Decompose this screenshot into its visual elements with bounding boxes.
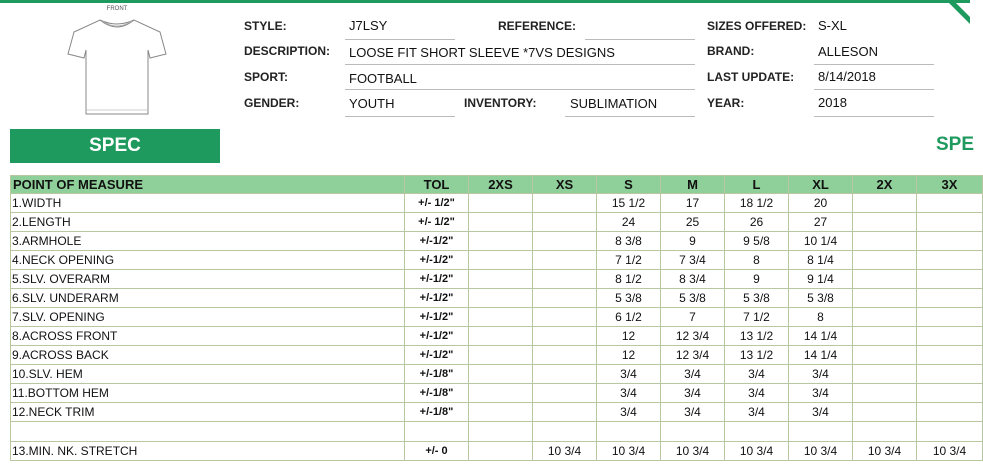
size-value-cell — [917, 289, 983, 308]
measure-name-cell: 8.ACROSS FRONT — [11, 327, 405, 346]
size-value-cell: 10 3/4 — [661, 442, 725, 461]
size-value-cell — [725, 422, 789, 442]
size-value-cell: 3/4 — [661, 384, 725, 403]
size-value-cell — [469, 194, 533, 213]
size-value-cell — [469, 403, 533, 422]
table-row — [11, 403, 983, 422]
size-value-cell — [853, 213, 917, 232]
table-row — [11, 289, 983, 308]
size-value-cell: 3/4 — [789, 384, 853, 403]
size-value-cell — [533, 327, 597, 346]
size-value-cell — [853, 289, 917, 308]
size-value-cell: 9 1/4 — [789, 270, 853, 289]
sizes-offered-value: S-XL — [818, 18, 847, 33]
size-value-cell — [533, 270, 597, 289]
table-row — [11, 365, 983, 384]
size-value-cell: 10 3/4 — [853, 442, 917, 461]
size-value-cell: 9 — [661, 232, 725, 251]
description-label: DESCRIPTION: — [244, 44, 331, 58]
corner-accent-inner — [956, 3, 970, 17]
tolerance-cell: +/-1/2" — [405, 289, 469, 308]
size-value-cell — [597, 422, 661, 442]
column-header: M — [661, 176, 725, 194]
size-value-cell — [469, 232, 533, 251]
size-value-cell: 3/4 — [789, 365, 853, 384]
size-value-cell — [469, 251, 533, 270]
column-header: XS — [533, 176, 597, 194]
tolerance-cell: +/-1/2" — [405, 327, 469, 346]
size-value-cell: 10 3/4 — [725, 442, 789, 461]
size-value-cell — [853, 308, 917, 327]
size-value-cell — [469, 365, 533, 384]
table-row — [11, 308, 983, 327]
table-row — [11, 442, 983, 461]
size-value-cell: 18 1/2 — [725, 194, 789, 213]
column-header: L — [725, 176, 789, 194]
tolerance-cell: +/-1/2" — [405, 251, 469, 270]
column-header: 3X — [917, 176, 983, 194]
size-value-cell — [853, 270, 917, 289]
sizes-offered-label: SIZES OFFERED: — [707, 19, 807, 33]
tolerance-cell: +/-1/8" — [405, 403, 469, 422]
last-update-underline — [814, 89, 934, 90]
size-value-cell — [853, 422, 917, 442]
measure-name-cell: 7.SLV. OPENING — [11, 308, 405, 327]
size-value-cell — [661, 422, 725, 442]
size-value-cell: 3/4 — [725, 384, 789, 403]
size-value-cell — [469, 384, 533, 403]
tolerance-cell: +/- 0 — [405, 442, 469, 461]
inventory-label: INVENTORY: — [464, 96, 537, 110]
size-value-cell: 3/4 — [725, 403, 789, 422]
size-value-cell: 8 3/8 — [597, 232, 661, 251]
size-value-cell — [533, 403, 597, 422]
size-value-cell: 25 — [661, 213, 725, 232]
size-value-cell — [533, 232, 597, 251]
brand-label: BRAND: — [707, 44, 755, 58]
gender-value: YOUTH — [349, 96, 395, 111]
size-value-cell: 3/4 — [597, 365, 661, 384]
shirt-front-sketch — [62, 6, 172, 121]
year-underline — [814, 116, 934, 117]
size-value-cell: 10 3/4 — [533, 442, 597, 461]
size-value-cell: 17 — [661, 194, 725, 213]
sport-underline — [345, 89, 695, 90]
size-value-cell — [917, 213, 983, 232]
reference-label: REFERENCE: — [498, 19, 577, 33]
size-value-cell — [917, 384, 983, 403]
table-row — [11, 194, 983, 213]
size-value-cell: 10 3/4 — [917, 442, 983, 461]
size-value-cell — [469, 346, 533, 365]
size-value-cell — [917, 308, 983, 327]
column-header: XL — [789, 176, 853, 194]
size-value-cell: 15 1/2 — [597, 194, 661, 213]
size-value-cell — [533, 289, 597, 308]
size-value-cell: 7 1/2 — [725, 308, 789, 327]
size-value-cell: 3/4 — [597, 403, 661, 422]
size-value-cell: 8 — [725, 251, 789, 270]
size-value-cell — [853, 232, 917, 251]
size-value-cell: 26 — [725, 213, 789, 232]
size-value-cell: 5 3/8 — [789, 289, 853, 308]
tshirt-icon — [62, 6, 172, 121]
measure-name-cell: 10.SLV. HEM — [11, 365, 405, 384]
tolerance-cell — [405, 422, 469, 442]
measure-name-cell: 13.MIN. NK. STRETCH — [11, 442, 405, 461]
reference-underline — [585, 39, 695, 40]
size-value-cell: 12 3/4 — [661, 327, 725, 346]
table-body — [11, 194, 983, 461]
column-header: 2X — [853, 176, 917, 194]
size-value-cell: 6 1/2 — [597, 308, 661, 327]
tolerance-cell: +/- 1/2" — [405, 213, 469, 232]
size-value-cell: 27 — [789, 213, 853, 232]
size-value-cell — [469, 270, 533, 289]
size-value-cell: 8 1/4 — [789, 251, 853, 270]
inventory-underline — [565, 116, 695, 117]
table-row — [11, 422, 983, 442]
table-header-row — [11, 176, 983, 194]
size-value-cell: 14 1/4 — [789, 327, 853, 346]
size-value-cell — [917, 422, 983, 442]
style-underline — [345, 39, 455, 40]
tolerance-cell: +/-1/2" — [405, 270, 469, 289]
size-value-cell — [533, 194, 597, 213]
size-value-cell: 20 — [789, 194, 853, 213]
column-header: S — [597, 176, 661, 194]
size-value-cell — [917, 194, 983, 213]
size-value-cell: 24 — [597, 213, 661, 232]
measure-name-cell: 6.SLV. UNDERARM — [11, 289, 405, 308]
table-row — [11, 270, 983, 289]
size-value-cell: 10 3/4 — [789, 442, 853, 461]
table-row — [11, 346, 983, 365]
size-value-cell: 8 1/2 — [597, 270, 661, 289]
front-label: FRONT — [106, 6, 128, 12]
size-value-cell: 9 — [725, 270, 789, 289]
size-value-cell — [469, 289, 533, 308]
description-underline — [345, 64, 695, 65]
size-value-cell — [917, 270, 983, 289]
size-value-cell — [533, 365, 597, 384]
style-label: STYLE: — [244, 19, 287, 33]
tolerance-cell: +/-1/2" — [405, 346, 469, 365]
size-value-cell — [917, 403, 983, 422]
size-value-cell: 5 3/8 — [725, 289, 789, 308]
last-update-value: 8/14/2018 — [818, 69, 876, 84]
column-header: TOL — [405, 176, 469, 194]
size-value-cell: 3/4 — [597, 384, 661, 403]
brand-underline — [814, 64, 934, 65]
year-label: YEAR: — [707, 96, 745, 110]
year-value: 2018 — [818, 95, 847, 110]
size-value-cell — [853, 194, 917, 213]
measure-name-cell — [11, 422, 405, 442]
spec-table — [10, 175, 983, 461]
size-value-cell — [469, 213, 533, 232]
measure-name-cell: 1.WIDTH — [11, 194, 405, 213]
size-value-cell — [853, 346, 917, 365]
sport-value: FOOTBALL — [349, 71, 417, 86]
size-value-cell: 10 3/4 — [597, 442, 661, 461]
measure-name-cell: 12.NECK TRIM — [11, 403, 405, 422]
size-value-cell: 10 1/4 — [789, 232, 853, 251]
size-value-cell — [917, 232, 983, 251]
gender-label: GENDER: — [244, 96, 300, 110]
table-row — [11, 327, 983, 346]
size-value-cell: 12 3/4 — [661, 346, 725, 365]
size-value-cell: 12 — [597, 346, 661, 365]
size-value-cell — [917, 346, 983, 365]
size-value-cell: 7 — [661, 308, 725, 327]
size-value-cell: 3/4 — [789, 403, 853, 422]
size-value-cell: 3/4 — [725, 365, 789, 384]
measure-name-cell: 2.LENGTH — [11, 213, 405, 232]
table-row — [11, 384, 983, 403]
size-value-cell — [853, 403, 917, 422]
size-value-cell: 3/4 — [661, 365, 725, 384]
size-value-cell: 9 5/8 — [725, 232, 789, 251]
size-value-cell: 7 3/4 — [661, 251, 725, 270]
tolerance-cell: +/-1/2" — [405, 308, 469, 327]
top-accent-line — [0, 0, 970, 3]
style-value: J7LSY — [349, 18, 388, 33]
tolerance-cell: +/-1/8" — [405, 384, 469, 403]
measure-name-cell: 4.NECK OPENING — [11, 251, 405, 270]
size-value-cell: 7 1/2 — [597, 251, 661, 270]
sport-label: SPORT: — [244, 70, 289, 84]
size-value-cell: 12 — [597, 327, 661, 346]
spec-title: SPEC — [89, 135, 141, 156]
size-value-cell — [533, 384, 597, 403]
size-value-cell — [789, 422, 853, 442]
table-row — [11, 232, 983, 251]
size-value-cell — [533, 422, 597, 442]
size-value-cell — [533, 251, 597, 270]
size-value-cell: 3/4 — [661, 403, 725, 422]
measure-name-cell: 5.SLV. OVERARM — [11, 270, 405, 289]
inventory-value: SUBLIMATION — [570, 96, 658, 111]
measure-name-cell: 9.ACROSS BACK — [11, 346, 405, 365]
size-value-cell: 5 3/8 — [661, 289, 725, 308]
measure-name-cell: 11.BOTTOM HEM — [11, 384, 405, 403]
size-value-cell — [469, 442, 533, 461]
size-value-cell — [853, 365, 917, 384]
size-value-cell: 13 1/2 — [725, 346, 789, 365]
size-value-cell: 8 3/4 — [661, 270, 725, 289]
size-value-cell — [853, 327, 917, 346]
tolerance-cell: +/-1/2" — [405, 232, 469, 251]
size-value-cell: 14 1/4 — [789, 346, 853, 365]
size-value-cell: 13 1/2 — [725, 327, 789, 346]
column-header: 2XS — [469, 176, 533, 194]
table-row — [11, 213, 983, 232]
size-value-cell — [917, 365, 983, 384]
last-update-label: LAST UPDATE: — [707, 70, 795, 84]
size-value-cell — [853, 384, 917, 403]
gender-underline — [345, 116, 455, 117]
size-value-cell — [469, 308, 533, 327]
size-value-cell: 8 — [789, 308, 853, 327]
measure-name-cell: 3.ARMHOLE — [11, 232, 405, 251]
size-value-cell — [533, 308, 597, 327]
brand-value: ALLESON — [818, 44, 878, 59]
tolerance-cell: +/-1/8" — [405, 365, 469, 384]
size-value-cell: 5 3/8 — [597, 289, 661, 308]
spec-title-right: SPE — [936, 134, 975, 155]
tolerance-cell: +/- 1/2" — [405, 194, 469, 213]
size-value-cell — [469, 422, 533, 442]
size-value-cell — [533, 346, 597, 365]
size-value-cell — [853, 251, 917, 270]
table-row — [11, 251, 983, 270]
size-value-cell — [917, 327, 983, 346]
size-value-cell — [469, 327, 533, 346]
size-value-cell — [917, 251, 983, 270]
description-value: LOOSE FIT SHORT SLEEVE *7VS DESIGNS — [349, 45, 615, 60]
column-header-pom: POINT OF MEASURE — [11, 176, 405, 194]
size-value-cell — [533, 213, 597, 232]
